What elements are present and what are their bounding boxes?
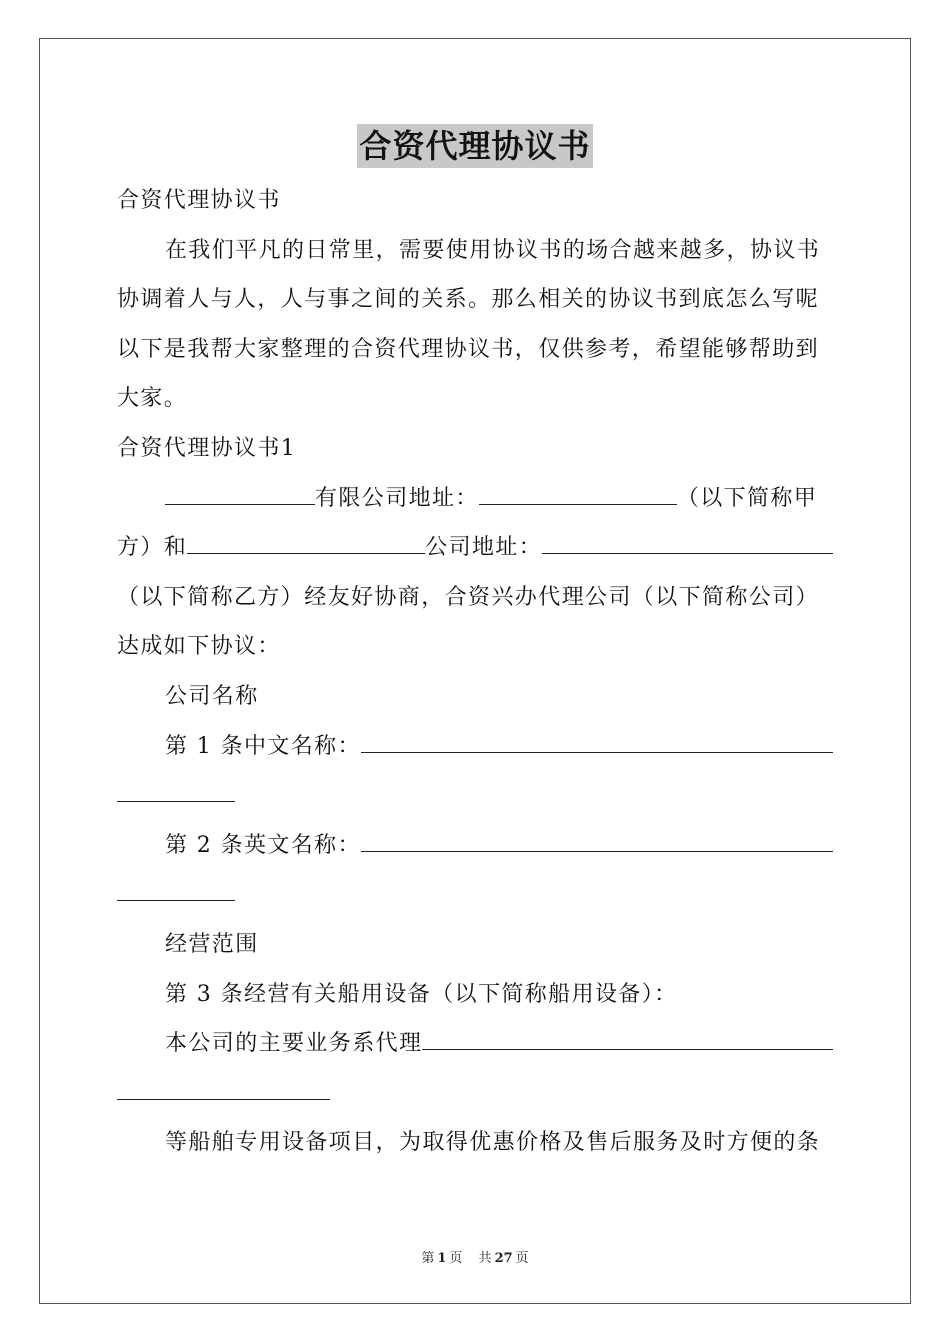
blank-english-name-cont [117, 876, 235, 901]
article-1-continuation [117, 771, 833, 821]
party-line-2-middle: 公司地址： [425, 535, 543, 561]
total-prefix: 共 [478, 1251, 492, 1266]
section-heading: 合资代理协议书1 [117, 435, 297, 461]
blank-party-a-address [479, 480, 677, 505]
article-1-label: 第 1 条中文名称： [165, 733, 361, 759]
total-pages: 27 [494, 1251, 513, 1266]
party-line-1-middle: 有限公司地址： [315, 485, 479, 511]
party-line-1 [117, 474, 833, 524]
blank-party-b-name [187, 529, 425, 554]
page-indicator [418, 1251, 465, 1266]
blank-english-name [361, 825, 833, 852]
article-2-line [117, 821, 833, 871]
document-title [0, 124, 950, 168]
party-line-2 [117, 523, 833, 573]
blank-chinese-name [361, 726, 833, 753]
article-3-text: 第 3 条经营有关船用设备（以下简称船用设备）： [165, 981, 678, 1007]
document-body [117, 176, 833, 1168]
intro-line-1: 在我们平凡的日常里，需要使用协议书的场合越来越多，协议书 [165, 237, 821, 263]
party-line-3: （以下简称乙方）经友好协商，合资兴办代理公司（以下简称公司） [117, 584, 820, 610]
blank-chinese-name-cont [117, 777, 235, 802]
page-suffix: 页 [449, 1251, 463, 1266]
party-line-2-start: 方）和 [117, 535, 188, 561]
document-title-text: 合资代理协议书 [357, 124, 592, 168]
total-pages-indicator [476, 1251, 532, 1266]
blank-party-a-name [165, 480, 315, 505]
article-2-continuation [117, 870, 833, 920]
article-2-label: 第 2 条英文名称： [165, 832, 361, 858]
blank-main-business [422, 1023, 833, 1050]
party-line-1-end: （以下简称甲 [676, 485, 818, 511]
page-prefix: 第 [421, 1251, 435, 1266]
blank-party-b-address [542, 527, 833, 554]
intro-line-3: 以下是我帮大家整理的合资代理协议书，仅供参考，希望能够帮助到 [117, 336, 820, 362]
total-suffix: 页 [515, 1251, 529, 1266]
main-business-continuation [117, 1069, 833, 1119]
blank-main-business-cont [117, 1075, 330, 1100]
main-business-line [117, 1019, 833, 1069]
subtitle: 合资代理协议书 [117, 188, 281, 213]
party-line-4: 达成如下协议： [117, 634, 281, 660]
page-number: 1 [437, 1251, 447, 1266]
main-business-label: 本公司的主要业务系代理 [165, 1031, 423, 1057]
intro-line-4: 大家。 [117, 386, 188, 412]
business-scope-heading: 经营范围 [165, 931, 259, 957]
intro-line-2: 协调着人与人，人与事之间的关系。那么相关的协议书到底怎么写呢 [117, 287, 820, 313]
article-1-line [117, 722, 833, 772]
company-name-heading: 公司名称 [165, 683, 259, 709]
last-line: 等船舶专用设备项目，为取得优惠价格及售后服务及时方便的条 [165, 1130, 821, 1156]
page-footer [0, 1247, 950, 1266]
